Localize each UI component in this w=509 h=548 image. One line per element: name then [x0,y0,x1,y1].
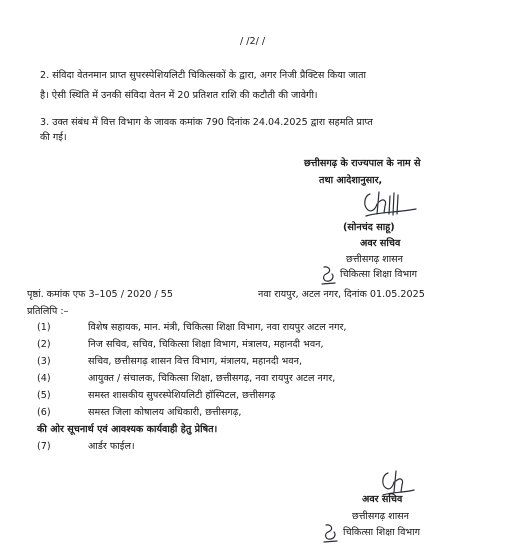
copy-item-number: (5) [37,390,51,401]
signatory-bottom-department: चिकित्सा शिक्षा विभाग [343,527,421,538]
copy-item-text: समस्त जिला कोषालय अधिकारी, छत्तीसगढ़, [88,407,242,418]
forwarding-note: की ओर सूचनार्थ एवं आवश्यक कार्यवाही हेतु प्रेषित। [37,424,218,435]
copy-item-number: (7) [37,441,51,452]
copy-item-number: (6) [37,407,51,418]
copy-item-text: निज सचिव, सचिव, चिकित्सा शिक्षा विभाग, मंत्रालय, महानदी भवन, [88,339,324,350]
para3-line1: 3. उक्त संबंध में वित्त विभाग के जावक कमांक 790 दिनांक 24.04.2025 द्वारा सहमति प्राप्त [40,117,373,128]
copy-item-number: (2) [37,339,51,350]
signatory-top-name: (सोनचंद साहू) [343,222,395,233]
signatory-bottom-designation: अवर सचिव [362,494,403,505]
para2-line2: है। ऐसी स्थिति में उनकी संविदा वेतन में 20 प्रतिशत राशि की कटौती की जावेगी। [40,90,318,101]
copy-item-number: (4) [37,373,51,384]
signature-top [360,188,422,222]
signatory-top-government: छत्तीसगढ़ शासन [346,254,403,265]
copy-item-text: सचिव, छत्तीसगढ़ शासन वित्त विभाग, मंत्रालय, महानदी भवन, [88,356,302,367]
copy-to-label: प्रतिलिपि :– [27,306,69,317]
signatory-bottom-government: छत्तीसगढ़ शासन [352,511,409,522]
copy-item-number: (3) [37,356,51,367]
signatory-top-designation: अवर सचिव [360,238,401,249]
initial-mark-top [320,264,338,286]
para3-line2: की गई। [40,132,67,143]
initial-mark-bottom [322,522,340,544]
copy-item-number: (1) [37,322,51,333]
endorsement-place-date: नवा रायपुर, अटल नगर, दिनांक 01.05.2025 [258,289,425,300]
copy-item-text: समस्त शासकीय सुपरस्पेशियलिटी हॉस्पिटल, छत्तीसगढ़ [88,390,276,401]
copy-item-text: विशेष सहायक, मान. मंत्री, चिकित्सा शिक्षा विभाग, नवा रायपुर अटल नगर, [88,322,347,333]
page-number: / /2/ / [240,36,266,47]
signatory-top-department: चिकित्सा शिक्षा विभाग [340,269,418,280]
endorsement-number: पृष्ठां. कमांक एफ 3–105 / 2020 / 55 [27,289,173,300]
governor-order-line2: तथा आदेशानुसार, [319,175,383,186]
para2-line1: 2. संविदा वेतनमान प्राप्त सुपरस्पेशियलिटी चिकित्सकों के द्वारा, अगर निजी प्रैक्टिस किया जाता [40,70,366,81]
copy-item-text: आर्डर फाईल। [88,441,135,452]
copy-item-text: आयुक्त / संचालक, चिकित्सा शिक्षा, छत्तीसगढ़, नवा रायपुर अटल नगर, [88,373,336,384]
governor-order-line1: छत्तीसगढ़ के राज्यपाल के नाम से [304,158,421,169]
